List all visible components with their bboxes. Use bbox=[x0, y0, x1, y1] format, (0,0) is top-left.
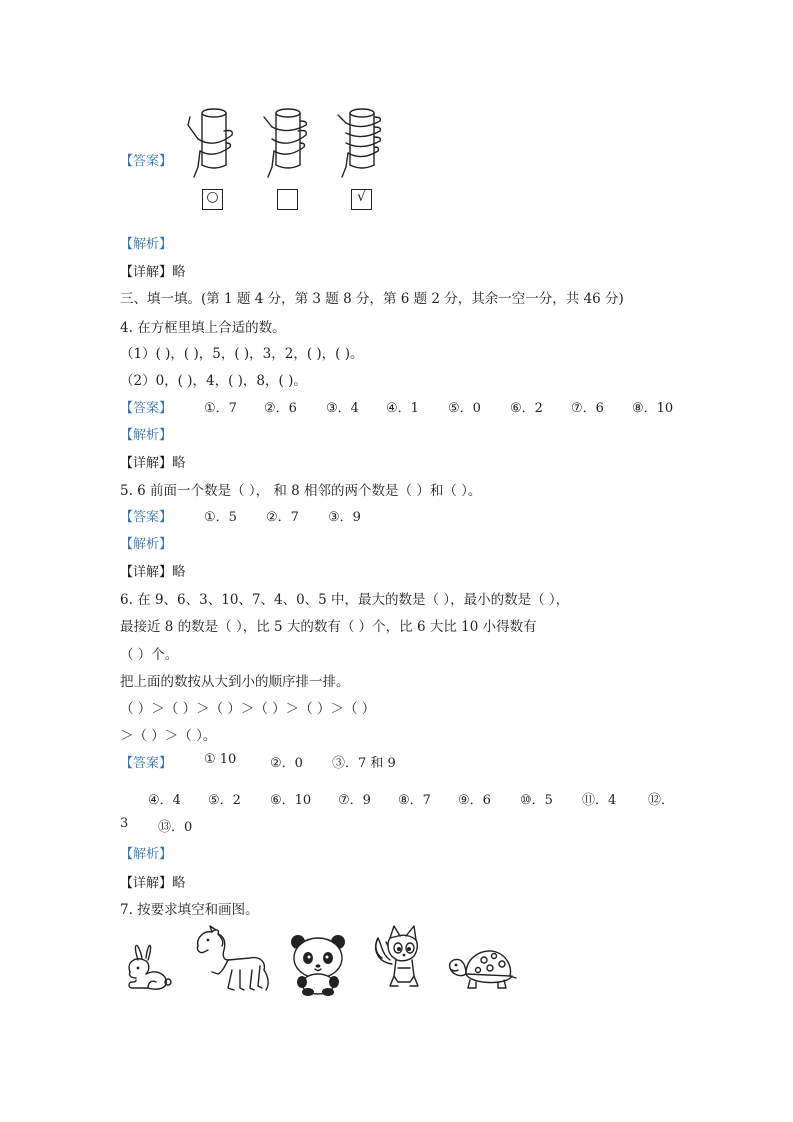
answer-item: ②．6 bbox=[264, 401, 297, 416]
detail-tag: 【详解】 bbox=[120, 456, 173, 471]
answer-item: ①．7 bbox=[204, 401, 237, 416]
answer-item: ⑤．0 bbox=[448, 401, 481, 416]
question-6-line4: 把上面的数按从大到小的顺序排一排。 bbox=[120, 674, 350, 690]
answer-item: ⑫． bbox=[648, 793, 675, 808]
answer-tag: 【答案】 bbox=[120, 756, 173, 771]
coil-figure-2 bbox=[262, 105, 312, 180]
section-title: 三、填一填。(第 1 题 4 分，第 3 题 8 分，第 6 题 2 分，其余一空一分，共 46 分) bbox=[120, 291, 624, 307]
answer-item: ②．0 bbox=[270, 756, 303, 771]
panda-icon bbox=[286, 932, 352, 996]
answer-box-2 bbox=[277, 189, 298, 210]
answer-item: ⑦．6 bbox=[571, 401, 604, 416]
question-4-line1: （1）( )，( )，5，( )，3，2，( )，( )。 bbox=[120, 346, 364, 362]
answer-item: ⑤．2 bbox=[208, 793, 241, 808]
detail-tag: 【详解】 bbox=[120, 565, 173, 580]
answer-item: ③．7 和 9 bbox=[332, 756, 396, 771]
question-6-line3: （ ）个。 bbox=[120, 647, 179, 663]
answer-box-1 bbox=[202, 189, 223, 210]
answer-item: ⑦．9 bbox=[338, 793, 371, 808]
detail-line bbox=[120, 260, 186, 280]
answer-item: ⑥．2 bbox=[510, 401, 543, 416]
detail-text: 略 bbox=[172, 564, 186, 580]
detail-text: 略 bbox=[172, 455, 186, 471]
answer-item: ③．4 bbox=[326, 401, 359, 416]
answer-item: ②．7 bbox=[266, 510, 299, 525]
box-mark-1: ○ bbox=[206, 189, 219, 205]
answer-item: ⑧．10 bbox=[632, 401, 674, 416]
detail-tag: 【详解】 bbox=[120, 876, 173, 891]
analysis-tag: 【解析】 bbox=[120, 237, 173, 252]
analysis-tag: 【解析】 bbox=[120, 537, 173, 552]
answer-box-3 bbox=[351, 189, 372, 210]
answer-item: ③．9 bbox=[328, 510, 361, 525]
detail-tag: 【详解】 bbox=[120, 265, 173, 280]
answer-item: ⑪．4 bbox=[582, 793, 617, 808]
answer-item: ⑧．7 bbox=[398, 793, 431, 808]
coil-figure-3 bbox=[336, 105, 386, 180]
answer-item: ①．5 bbox=[204, 510, 237, 525]
question-4-line2: （2）0，( )，4，( )，8，( )。 bbox=[120, 373, 307, 389]
detail-line bbox=[120, 871, 186, 891]
detail-text: 略 bbox=[172, 264, 186, 280]
answer-tag: 【答案】 bbox=[120, 510, 173, 525]
question-6-line6: ＞（ ）＞（ ）。 bbox=[120, 728, 217, 744]
rabbit-icon bbox=[118, 938, 174, 994]
answer-item: ④．1 bbox=[386, 401, 419, 416]
fox-icon bbox=[368, 924, 434, 994]
turtle-icon bbox=[446, 944, 518, 992]
answer-item: ④．4 bbox=[148, 793, 181, 808]
question-6-line1: 6. 在 9、6、3、10、7、4、0、5 中，最大的数是（ ），最小的数是（ ）， bbox=[120, 592, 570, 608]
question-4-stem: 4. 在方框里填上合适的数。 bbox=[120, 320, 286, 336]
answer-tag: 【答案】 bbox=[120, 154, 173, 169]
answer-item: ⑨．6 bbox=[458, 793, 491, 808]
answer-item: 3 bbox=[120, 816, 129, 831]
answer-item: ① 10 bbox=[204, 752, 237, 767]
question-6-line5: （ ）＞（ ）＞（ ）＞（ ）＞（ ）＞（ ） bbox=[120, 701, 376, 717]
coil-figure-1 bbox=[188, 105, 238, 180]
analysis-tag: 【解析】 bbox=[120, 428, 173, 443]
question-5-stem: 5. 6 前面一个数是（ ）， 和 8 相邻的两个数是（ ）和（ ）。 bbox=[120, 483, 482, 499]
detail-text: 略 bbox=[172, 875, 186, 891]
detail-line bbox=[120, 451, 186, 471]
answer-tag: 【答案】 bbox=[120, 401, 173, 416]
analysis-tag: 【解析】 bbox=[120, 847, 173, 862]
question-7-stem: 7. 按要求填空和画图。 bbox=[120, 902, 259, 918]
box-mark-3: √ bbox=[357, 189, 366, 205]
answer-item: ⑬．0 bbox=[158, 820, 193, 835]
answer-item: ⑥．10 bbox=[270, 793, 312, 808]
question-6-line2: 最接近 8 的数是（ ），比 5 大的数有（ ）个，比 6 大比 10 小得数有 bbox=[120, 619, 537, 635]
answer-item: ⑩．5 bbox=[520, 793, 553, 808]
detail-line bbox=[120, 560, 186, 580]
horse-icon bbox=[188, 926, 272, 996]
